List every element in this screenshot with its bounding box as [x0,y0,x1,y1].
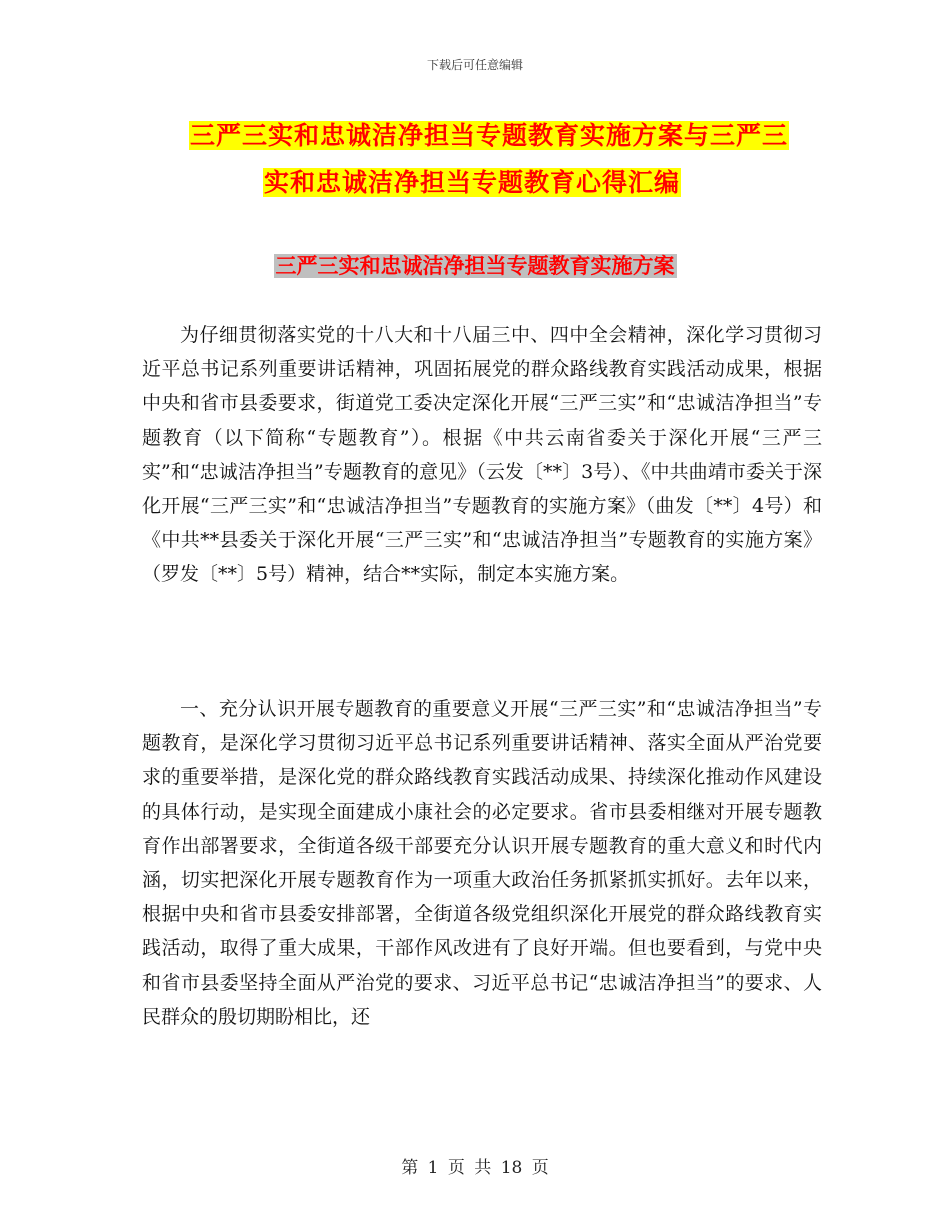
body-paragraph-1: 为仔细贯彻落实党的十八大和十八届三中、四中全会精神，深化学习贯彻习近平总书记系列重要讲话精神，巩固拓展党的群众路线教育实践活动成果，根据中央和省市县委要求，街道党工委决定深化开展“三严三实”和“忠诚洁净担当”专题教育（以下简称“专题教育”）。根据《中共云南省委关于深化开展“三严三实”和“忠诚洁净担当”专题教育的意见》（云发〔**〕3号）、《中共曲靖市委关于深化开展“三严三实”和“忠诚洁净担当”专题教育的实施方案》（曲发〔**〕4号）和《中共**县委关于深化开展“三严三实”和“忠诚洁净担当”专题教育的实施方案》（罗发〔**〕5号）精神，结合**实际，制定本实施方案。 [142,324,822,586]
main-title-line-1-text: 三严三实和忠诚洁净担当专题教育实施方案与三严三 [189,121,788,150]
main-title-line-1 [14,116,950,152]
body-paragraph-1-block [142,318,822,592]
page-footer: 第 1 页 共 18 页 [401,1158,549,1178]
main-title-line-2 [0,163,947,199]
main-title-line-2-text: 实和忠诚洁净担当专题教育心得汇编 [263,168,680,197]
section-title-text: 三严三实和忠诚洁净担当专题教育实施方案 [275,254,675,278]
header-note: 下载后可任意编辑 [426,58,523,72]
body-paragraph-2: 一、充分认识开展专题教育的重要意义开展“三严三实”和“忠诚洁净担当”专题教育，是深化学习贯彻习近平总书记系列重要讲话精神、落实全面从严治党要求的重要举措，是深化党的群众路线教育实践活动成果、持续深化推动作风建设的具体行动，是实现全面建成小康社会的必定要求。省市县委相继对开展专题教育作出部署要求，全街道各级干部要充分认识开展专题教育的重大意义和时代内涵，切实把深化开展专题教育作为一项重大政治任务抓紧抓实抓好。去年以来，根据中央和省市县委安排部署，全街道各级党组织深化开展党的群众路线教育实践活动，取得了重大成果，干部作风改进有了良好开端。但也要看到，与党中央和省市县委坚持全面从严治党的要求、习近平总书记“忠诚洁净担当”的要求、人民群众的殷切期盼相比，还 [142,698,822,1028]
body-paragraph-2-block [142,692,822,1034]
section-title [0,250,950,280]
